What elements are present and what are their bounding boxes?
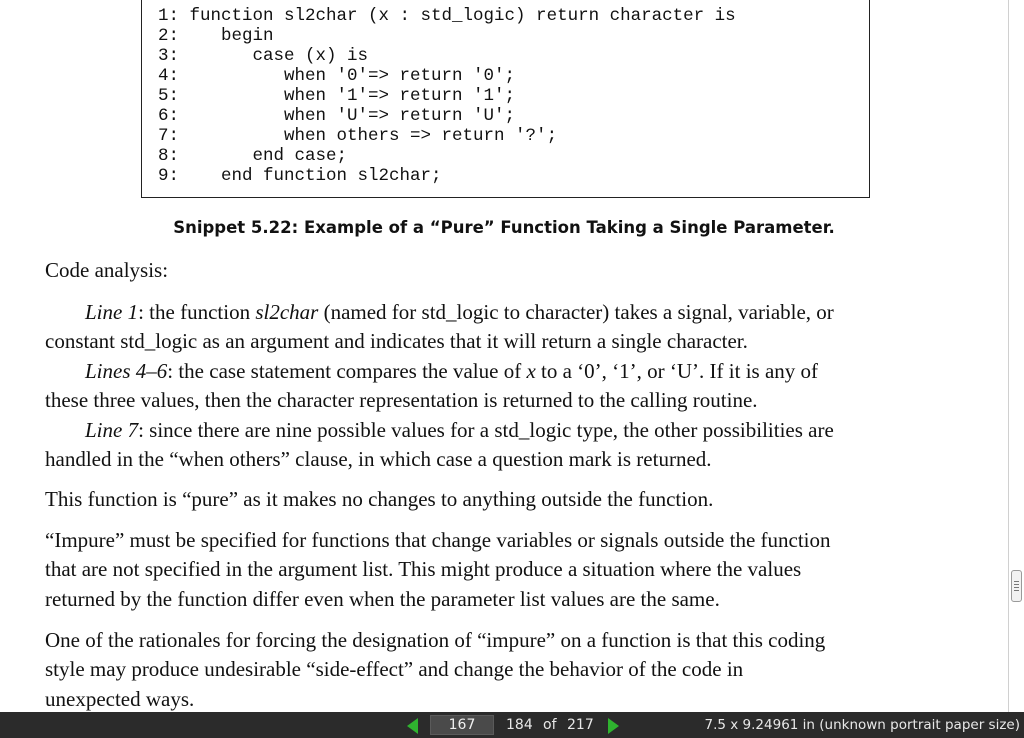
status-bar <box>0 712 1024 738</box>
pure-paragraph <box>45 485 980 514</box>
variable-name: x <box>526 359 536 383</box>
text-run: handled in the “when others” clause, in which case a question mark is returned. <box>45 447 712 472</box>
snippet-caption: Snippet 5.22: Example of a “Pure” Function Taking a Single Parameter. <box>173 218 835 237</box>
code-line: 7: when others => return '?'; <box>158 126 558 146</box>
text-run: these three values, then the character representation is returned to the calling routine. <box>45 388 758 413</box>
text-run: This function is “pure” as it makes no changes to anything outside the function. <box>45 487 714 511</box>
page-number-input[interactable]: 167 <box>430 715 494 735</box>
text-run: : the case statement compares the value of <box>167 359 527 383</box>
text-run: “Impure” must be specified for functions that change variables or signals outside the function <box>45 528 831 552</box>
analysis-lines-4-6 <box>45 357 980 416</box>
grip-line <box>1014 587 1019 588</box>
next-page-icon[interactable] <box>608 718 619 734</box>
line-ref: Line 1 <box>85 300 139 324</box>
code-line: 1: function sl2char (x : std_logic) return character is <box>158 6 736 26</box>
text-run: constant std_logic as an argument and indicates that it will return a single character. <box>45 329 748 354</box>
of-label: of <box>543 717 557 733</box>
code-line: 2: begin <box>158 26 274 46</box>
text-run: : since there are nine possible values for a std_logic type, the other possibilities are <box>138 418 834 442</box>
analysis-line-1 <box>45 298 980 357</box>
heading-text: Code analysis: <box>45 258 169 282</box>
page-label: 184 <box>506 717 533 733</box>
function-name: sl2char <box>255 300 319 324</box>
grip-line <box>1014 590 1019 591</box>
analysis-line-7 <box>45 416 980 475</box>
code-line: 5: when '1'=> return '1'; <box>158 86 516 106</box>
scrollbar-thumb[interactable] <box>1011 570 1022 602</box>
text-run: style may produce undesirable “side-effect” and change the behavior of the code in <box>45 657 744 682</box>
grip-line <box>1014 584 1019 585</box>
text-run: returned by the function differ even when the parameter list values are the same. <box>45 586 720 611</box>
text-run: One of the rationales for forcing the designation of “impure” on a function is that this coding <box>45 628 826 652</box>
line-ref: Lines 4–6 <box>85 359 168 383</box>
text-run: to a ‘0’, ‘1’, or ‘U’. If it is any of <box>535 359 819 383</box>
code-line: 3: case (x) is <box>158 46 369 66</box>
code-line: 8: end case; <box>158 146 348 166</box>
text-run: (named for std_logic to character) takes a signal, variable, or <box>318 300 834 324</box>
previous-page-icon[interactable] <box>407 718 418 734</box>
code-listing <box>141 0 870 198</box>
section-heading <box>45 256 980 285</box>
grip-line <box>1014 581 1019 582</box>
text-run: that are not specified in the argument list. This might produce a situation where the values <box>45 557 802 582</box>
rationale-paragraph <box>45 626 980 712</box>
total-pages: 217 <box>567 717 594 733</box>
vertical-scrollbar[interactable] <box>1008 0 1024 712</box>
code-line: 4: when '0'=> return '0'; <box>158 66 516 86</box>
impure-paragraph <box>45 526 980 614</box>
code-line: 6: when 'U'=> return 'U'; <box>158 106 516 126</box>
text-run: : the function <box>138 300 256 324</box>
text-run: unexpected ways. <box>45 686 195 711</box>
paper-size: 7.5 x 9.24961 in (unknown portrait paper size) <box>704 717 1020 733</box>
code-line: 9: end function sl2char; <box>158 166 442 186</box>
line-ref: Line 7 <box>85 418 139 442</box>
